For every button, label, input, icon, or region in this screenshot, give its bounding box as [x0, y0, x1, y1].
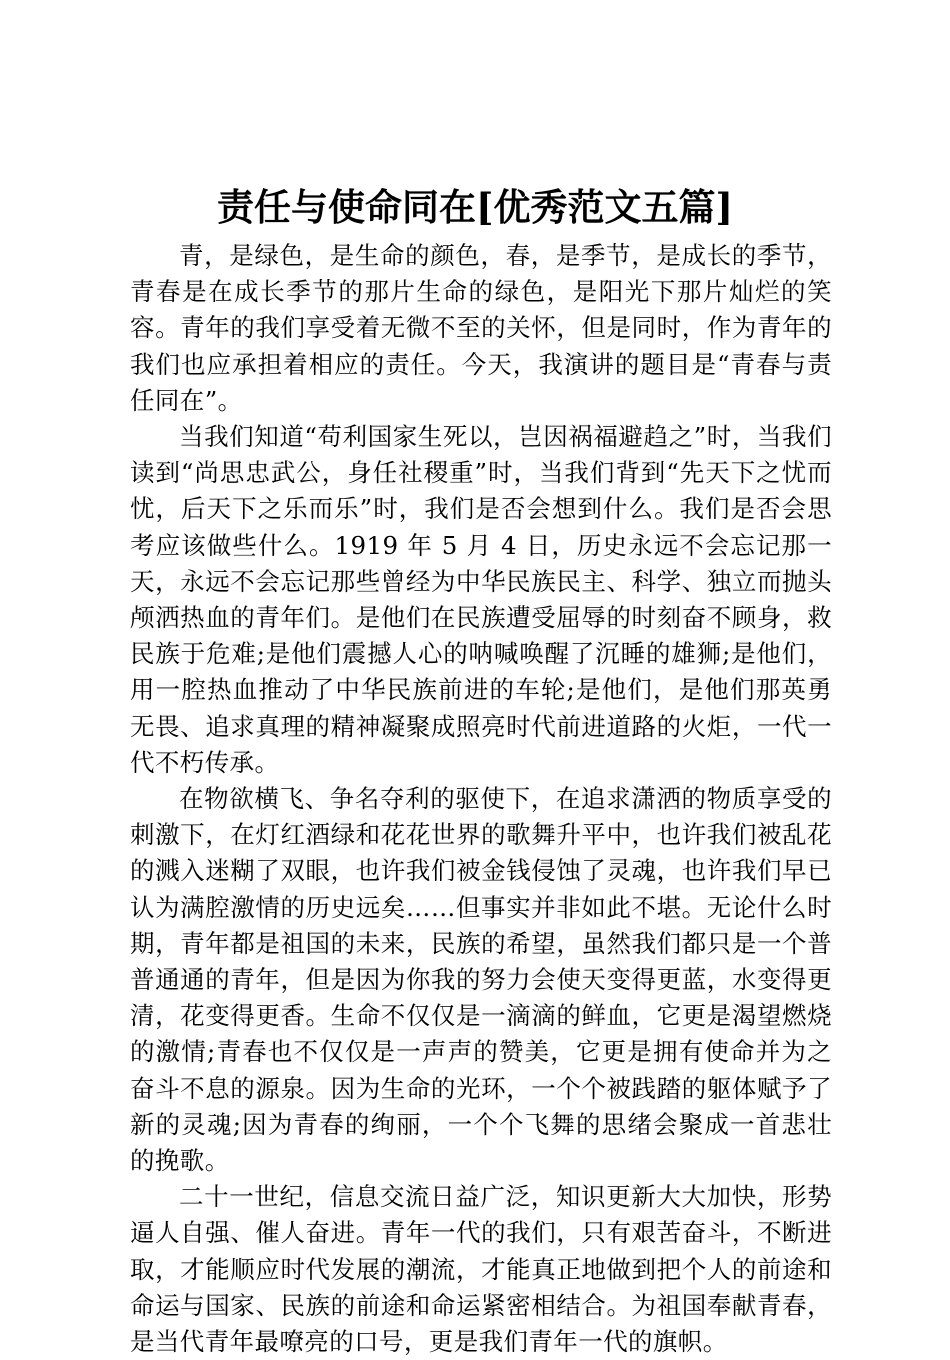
document-title: 责任与使命同在[优秀范文五篇]: [216, 185, 733, 229]
paragraph: 二十一世纪，信息交流日益广泛，知识更新大大加快，形势逼人自强、催人奋进。青年一代的我们，只有艰苦奋斗，不断进取，才能顺应时代发展的潮流，才能真正地做到把个人的前途和命运与国家、民族的前途和命运紧密相结合。为祖国奉献青春，是当代青年最嘹亮的口号，更是我们青年一代的旗帜。: [130, 1182, 832, 1357]
paragraph: 当我们知道“苟利国家生死以，岂因祸福避趋之”时，当我们读到“尚思忠武公，身任社稷重”时，当我们背到“先天下之忧而忧，后天下之乐而乐”时，我们是否会想到什么。我们是否会思考应该做些什么。1919 年 5 月 4 日，历史永远不会忘记那一天，永远不会忘记那些曾经为中华民族民主、科学、独立而抛头颅洒热血的青年们。是他们在民族遭受屈辱的时刻奋不顾身，救民族于危难;是他们震撼人心的呐喊唤醒了沉睡的雄狮;是他们，用一腔热血推动了中华民族前进的车轮;是他们，是他们那英勇无畏、追求真理的精神凝聚成照亮时代前进道路的火炬，一代一代不朽传承。: [130, 422, 832, 777]
document-body: [130, 238, 832, 1360]
paragraph: 在物欲横飞、争名夺利的驱使下，在追求潇洒的物质享受的刺激下，在灯红酒绿和花花世界的歌舞升平中，也许我们被乱花的溅入迷糊了双眼，也许我们被金钱侵蚀了灵魂，也许我们早已认为满腔激情的历史远矣……但事实并非如此不堪。无论什么时期，青年都是祖国的未来，民族的希望，虽然我们都只是一个普普通通的青年，但是因为你我的努力会使天变得更蓝，水变得更清，花变得更香。生命不仅仅是一滴滴的鲜血，它更是渴望燃烧的激情;青春也不仅仅是一声声的赞美，它更是拥有使命并为之奋斗不息的源泉。因为生命的光环，一个个被践踏的躯体赋予了新的灵魂;因为青春的绚丽，一个个飞舞的思绪会聚成一首悲壮的挽歌。: [130, 784, 832, 1176]
paragraph: 青，是绿色，是生命的颜色，春，是季节，是成长的季节，青春是在成长季节的那片生命的绿色，是阳光下那片灿烂的笑容。青年的我们享受着无微不至的关怀，但是同时，作为青年的我们也应承担着相应的责任。今天，我演讲的题目是“青春与责任同在”。: [130, 241, 832, 415]
